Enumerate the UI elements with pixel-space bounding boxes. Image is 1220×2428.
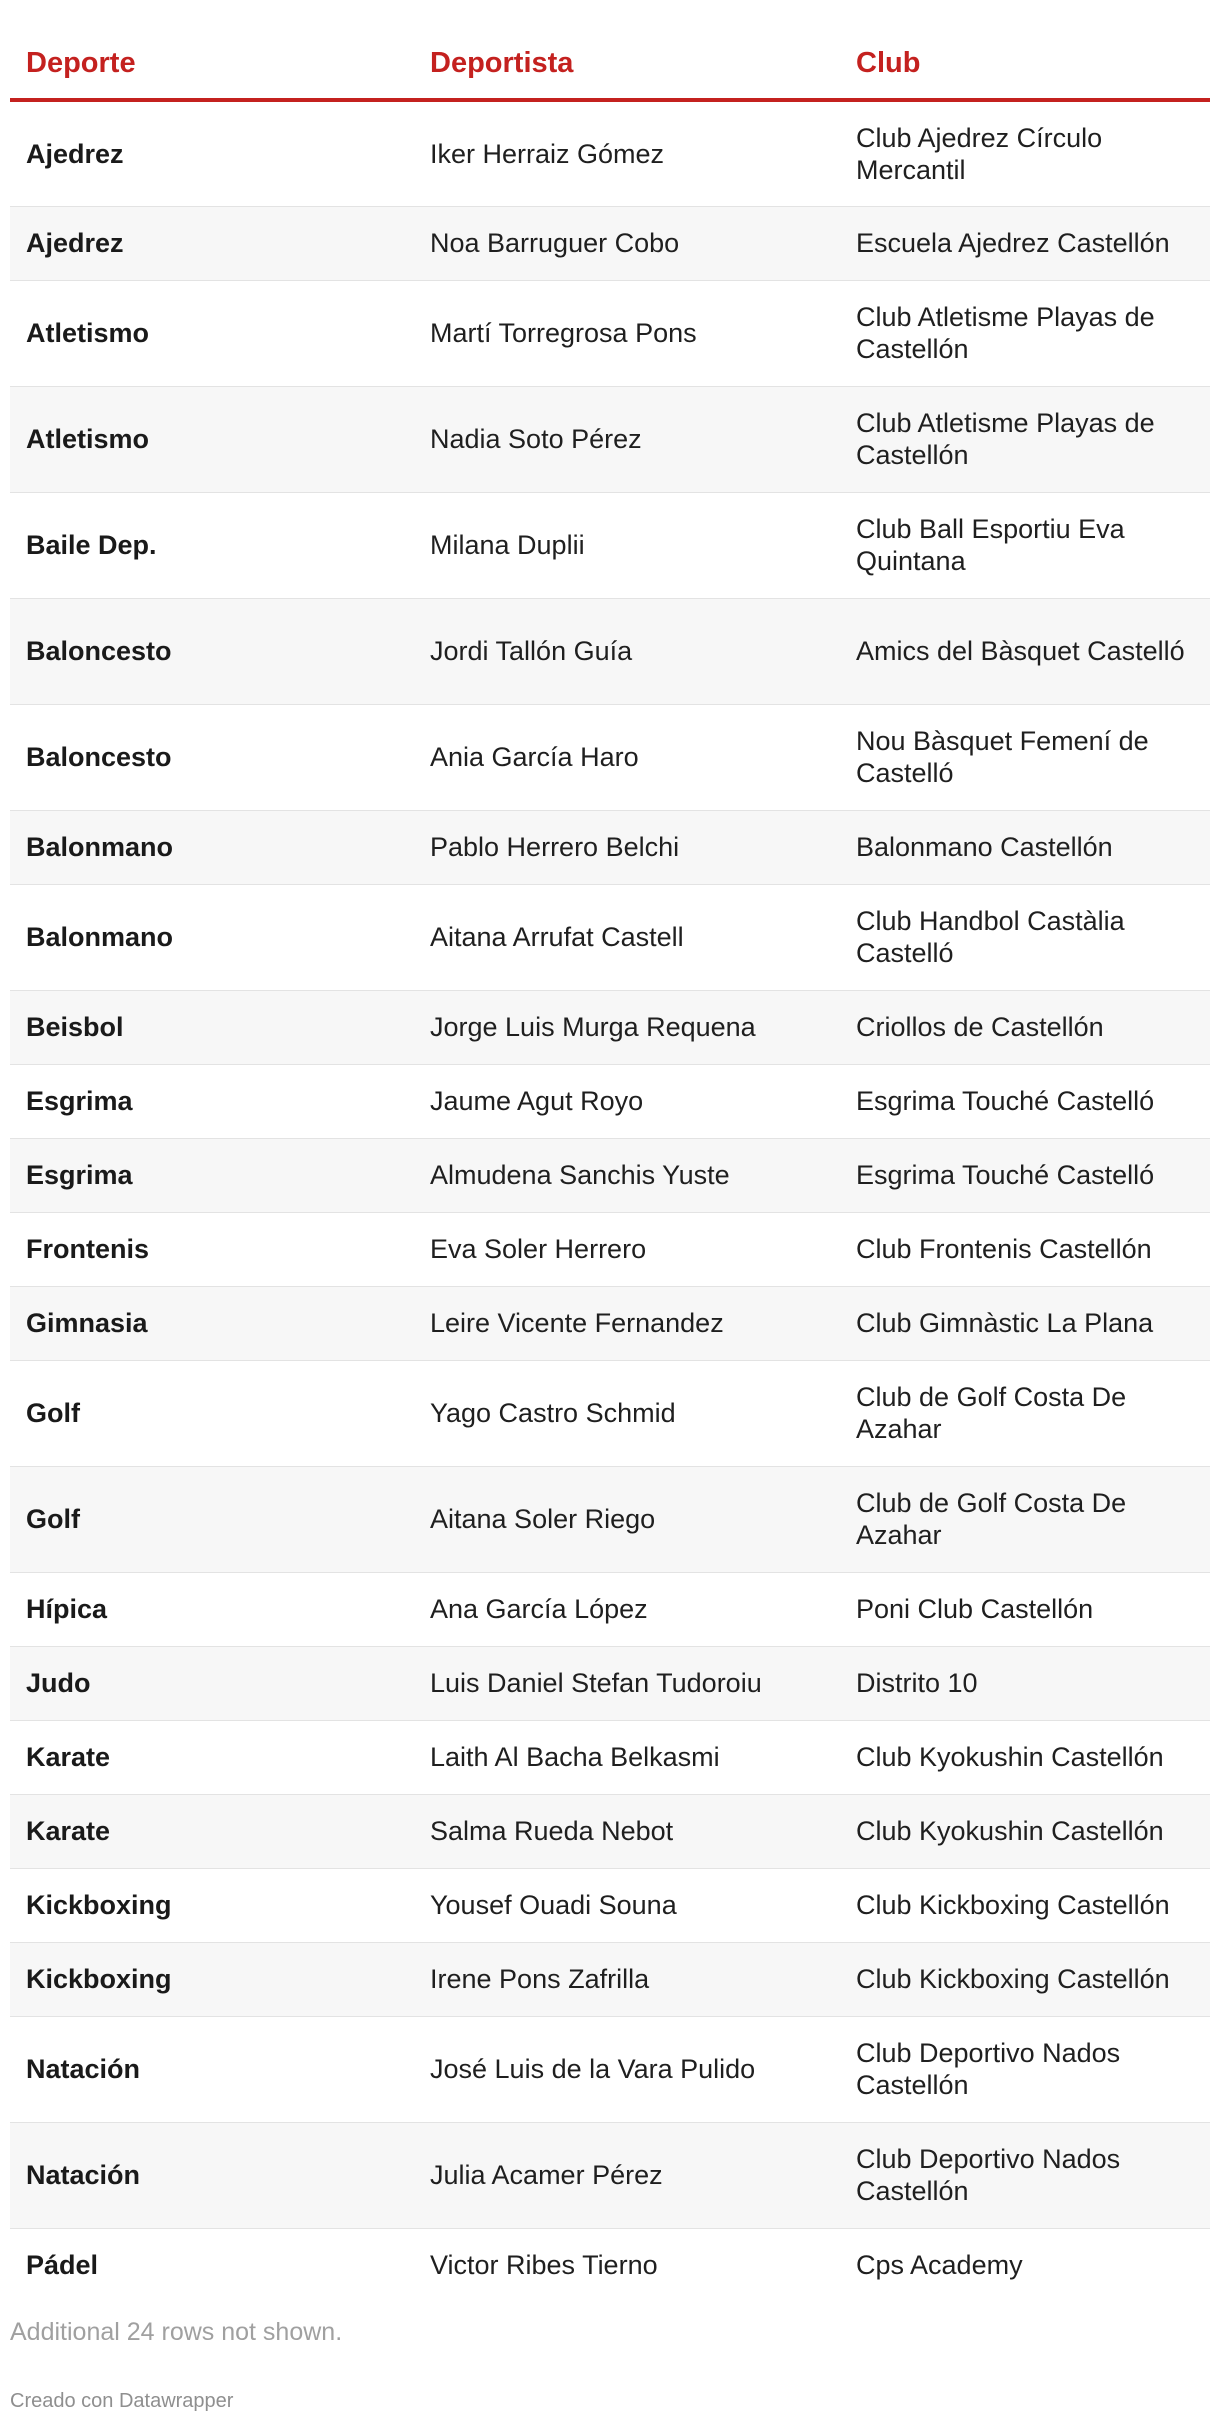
sport-cell: Golf [10, 1360, 414, 1466]
athlete-cell: Nadia Soto Pérez [414, 386, 840, 492]
club-cell: Club Kickboxing Castellón [840, 1868, 1210, 1942]
table-row [10, 1466, 1210, 1572]
table-row [10, 100, 1210, 206]
athlete-cell: Aitana Arrufat Castell [414, 884, 840, 990]
table-row [10, 1138, 1210, 1212]
table-header [10, 0, 1210, 100]
table-row [10, 810, 1210, 884]
athlete-cell: Jaume Agut Royo [414, 1064, 840, 1138]
column-header-club[interactable]: Club [840, 0, 1210, 100]
club-cell: Criollos de Castellón [840, 990, 1210, 1064]
table-row [10, 884, 1210, 990]
club-cell: Club Ajedrez Círculo Mercantil [840, 100, 1210, 206]
club-cell: Club Handbol Castàlia Castelló [840, 884, 1210, 990]
table-row [10, 280, 1210, 386]
table-row [10, 1646, 1210, 1720]
sport-cell: Natación [10, 2016, 414, 2122]
athlete-cell: Victor Ribes Tierno [430, 2250, 658, 2281]
sport-cell: Ajedrez [10, 206, 414, 280]
athlete-cell: Ania García Haro [414, 704, 840, 810]
table-row [10, 2228, 1210, 2302]
athlete-cell: Laith Al Bacha Belkasmi [414, 1720, 840, 1794]
club-cell: Poni Club Castellón [840, 1572, 1210, 1646]
athlete-cell: Luis Daniel Stefan Tudoroiu [414, 1646, 840, 1720]
sport-cell: Hípica [10, 1572, 414, 1646]
athlete-cell: Irene Pons Zafrilla [414, 1942, 840, 2016]
table-body [10, 100, 1210, 2302]
athlete-cell: Jorge Luis Murga Requena [414, 990, 840, 1064]
sport-cell: Beisbol [10, 990, 414, 1064]
sport-cell: Baloncesto [10, 598, 414, 704]
athlete-cell: Noa Barruguer Cobo [414, 206, 840, 280]
sport-cell: Gimnasia [10, 1286, 414, 1360]
club-cell: Club Kyokushin Castellón [840, 1794, 1210, 1868]
datawrapper-credit[interactable]: Creado con Datawrapper [10, 2390, 234, 2412]
table-row [10, 1064, 1210, 1138]
athlete-cell: Pablo Herrero Belchi [414, 810, 840, 884]
club-cell: Esgrima Touché Castelló [840, 1138, 1210, 1212]
athlete-cell: Yago Castro Schmid [414, 1360, 840, 1466]
sport-cell: Atletismo [10, 280, 414, 386]
sport-cell: Natación [10, 2122, 414, 2228]
club-cell: Club Atletisme Playas de Castellón [840, 280, 1210, 386]
athletes-table [10, 0, 1210, 2302]
athlete-cell: Ana García López [414, 1572, 840, 1646]
club-cell: Cps Academy [856, 2250, 1023, 2281]
sport-cell: Judo [10, 1646, 414, 1720]
club-cell: Club Deportivo Nados Castellón [840, 2122, 1210, 2228]
table-row [10, 1942, 1210, 2016]
sport-cell: Esgrima [10, 1064, 414, 1138]
sport-cell: Golf [10, 1466, 414, 1572]
sport-cell: Karate [10, 1720, 414, 1794]
table-row [10, 1286, 1210, 1360]
club-cell: Club Kickboxing Castellón [840, 1942, 1210, 2016]
club-cell: Club de Golf Costa De Azahar [840, 1360, 1210, 1466]
sport-cell: Atletismo [10, 386, 414, 492]
sport-cell: Balonmano [10, 884, 414, 990]
athlete-cell: Aitana Soler Riego [414, 1466, 840, 1572]
athlete-cell: Eva Soler Herrero [414, 1212, 840, 1286]
club-cell: Club Deportivo Nados Castellón [840, 2016, 1210, 2122]
club-cell: Club Atletisme Playas de Castellón [840, 386, 1210, 492]
sport-cell: Baile Dep. [10, 492, 414, 598]
column-header-deporte[interactable]: Deporte [10, 0, 414, 100]
club-cell: Club Ball Esportiu Eva Quintana [840, 492, 1210, 598]
table-row [10, 2122, 1210, 2228]
rows-not-shown-note: Additional 24 rows not shown. [10, 2318, 343, 2346]
table-row [10, 2016, 1210, 2122]
athlete-cell: Salma Rueda Nebot [414, 1794, 840, 1868]
club-cell: Distrito 10 [840, 1646, 1210, 1720]
club-cell: Club Frontenis Castellón [840, 1212, 1210, 1286]
header-row [10, 0, 1210, 100]
table-row [10, 1572, 1210, 1646]
table-row [10, 1868, 1210, 1942]
table-container [10, 0, 1210, 2302]
table-row [10, 990, 1210, 1064]
table-row [10, 1360, 1210, 1466]
athlete-cell: Milana Duplii [414, 492, 840, 598]
sport-cell: Pádel [26, 2250, 99, 2281]
table-row [10, 1212, 1210, 1286]
club-cell: Esgrima Touché Castelló [840, 1064, 1210, 1138]
athlete-cell: Martí Torregrosa Pons [414, 280, 840, 386]
table-row [10, 704, 1210, 810]
sport-cell: Balonmano [10, 810, 414, 884]
sport-cell: Baloncesto [10, 704, 414, 810]
sport-cell: Frontenis [10, 1212, 414, 1286]
athlete-cell: Leire Vicente Fernandez [414, 1286, 840, 1360]
athlete-cell: Julia Acamer Pérez [414, 2122, 840, 2228]
table-row [10, 492, 1210, 598]
sport-cell: Esgrima [10, 1138, 414, 1212]
table-row [10, 1720, 1210, 1794]
club-cell: Nou Bàsquet Femení de Castelló [840, 704, 1210, 810]
table-row [10, 206, 1210, 280]
athlete-cell: Jordi Tallón Guía [414, 598, 840, 704]
athlete-cell: Almudena Sanchis Yuste [414, 1138, 840, 1212]
sport-cell: Kickboxing [10, 1942, 414, 2016]
club-cell: Balonmano Castellón [840, 810, 1210, 884]
club-cell: Amics del Bàsquet Castelló [840, 598, 1210, 704]
athlete-cell: Yousef Ouadi Souna [414, 1868, 840, 1942]
table-row [10, 598, 1210, 704]
table-row [10, 386, 1210, 492]
club-cell: Club de Golf Costa De Azahar [840, 1466, 1210, 1572]
athlete-cell: José Luis de la Vara Pulido [414, 2016, 840, 2122]
column-header-deportista[interactable]: Deportista [414, 0, 840, 100]
athlete-cell: Iker Herraiz Gómez [414, 100, 840, 206]
club-cell: Club Gimnàstic La Plana [840, 1286, 1210, 1360]
club-cell: Club Kyokushin Castellón [840, 1720, 1210, 1794]
club-cell: Escuela Ajedrez Castellón [840, 206, 1210, 280]
table-row [10, 1794, 1210, 1868]
sport-cell: Kickboxing [10, 1868, 414, 1942]
sport-cell: Ajedrez [10, 100, 414, 206]
sport-cell: Karate [10, 1794, 414, 1868]
